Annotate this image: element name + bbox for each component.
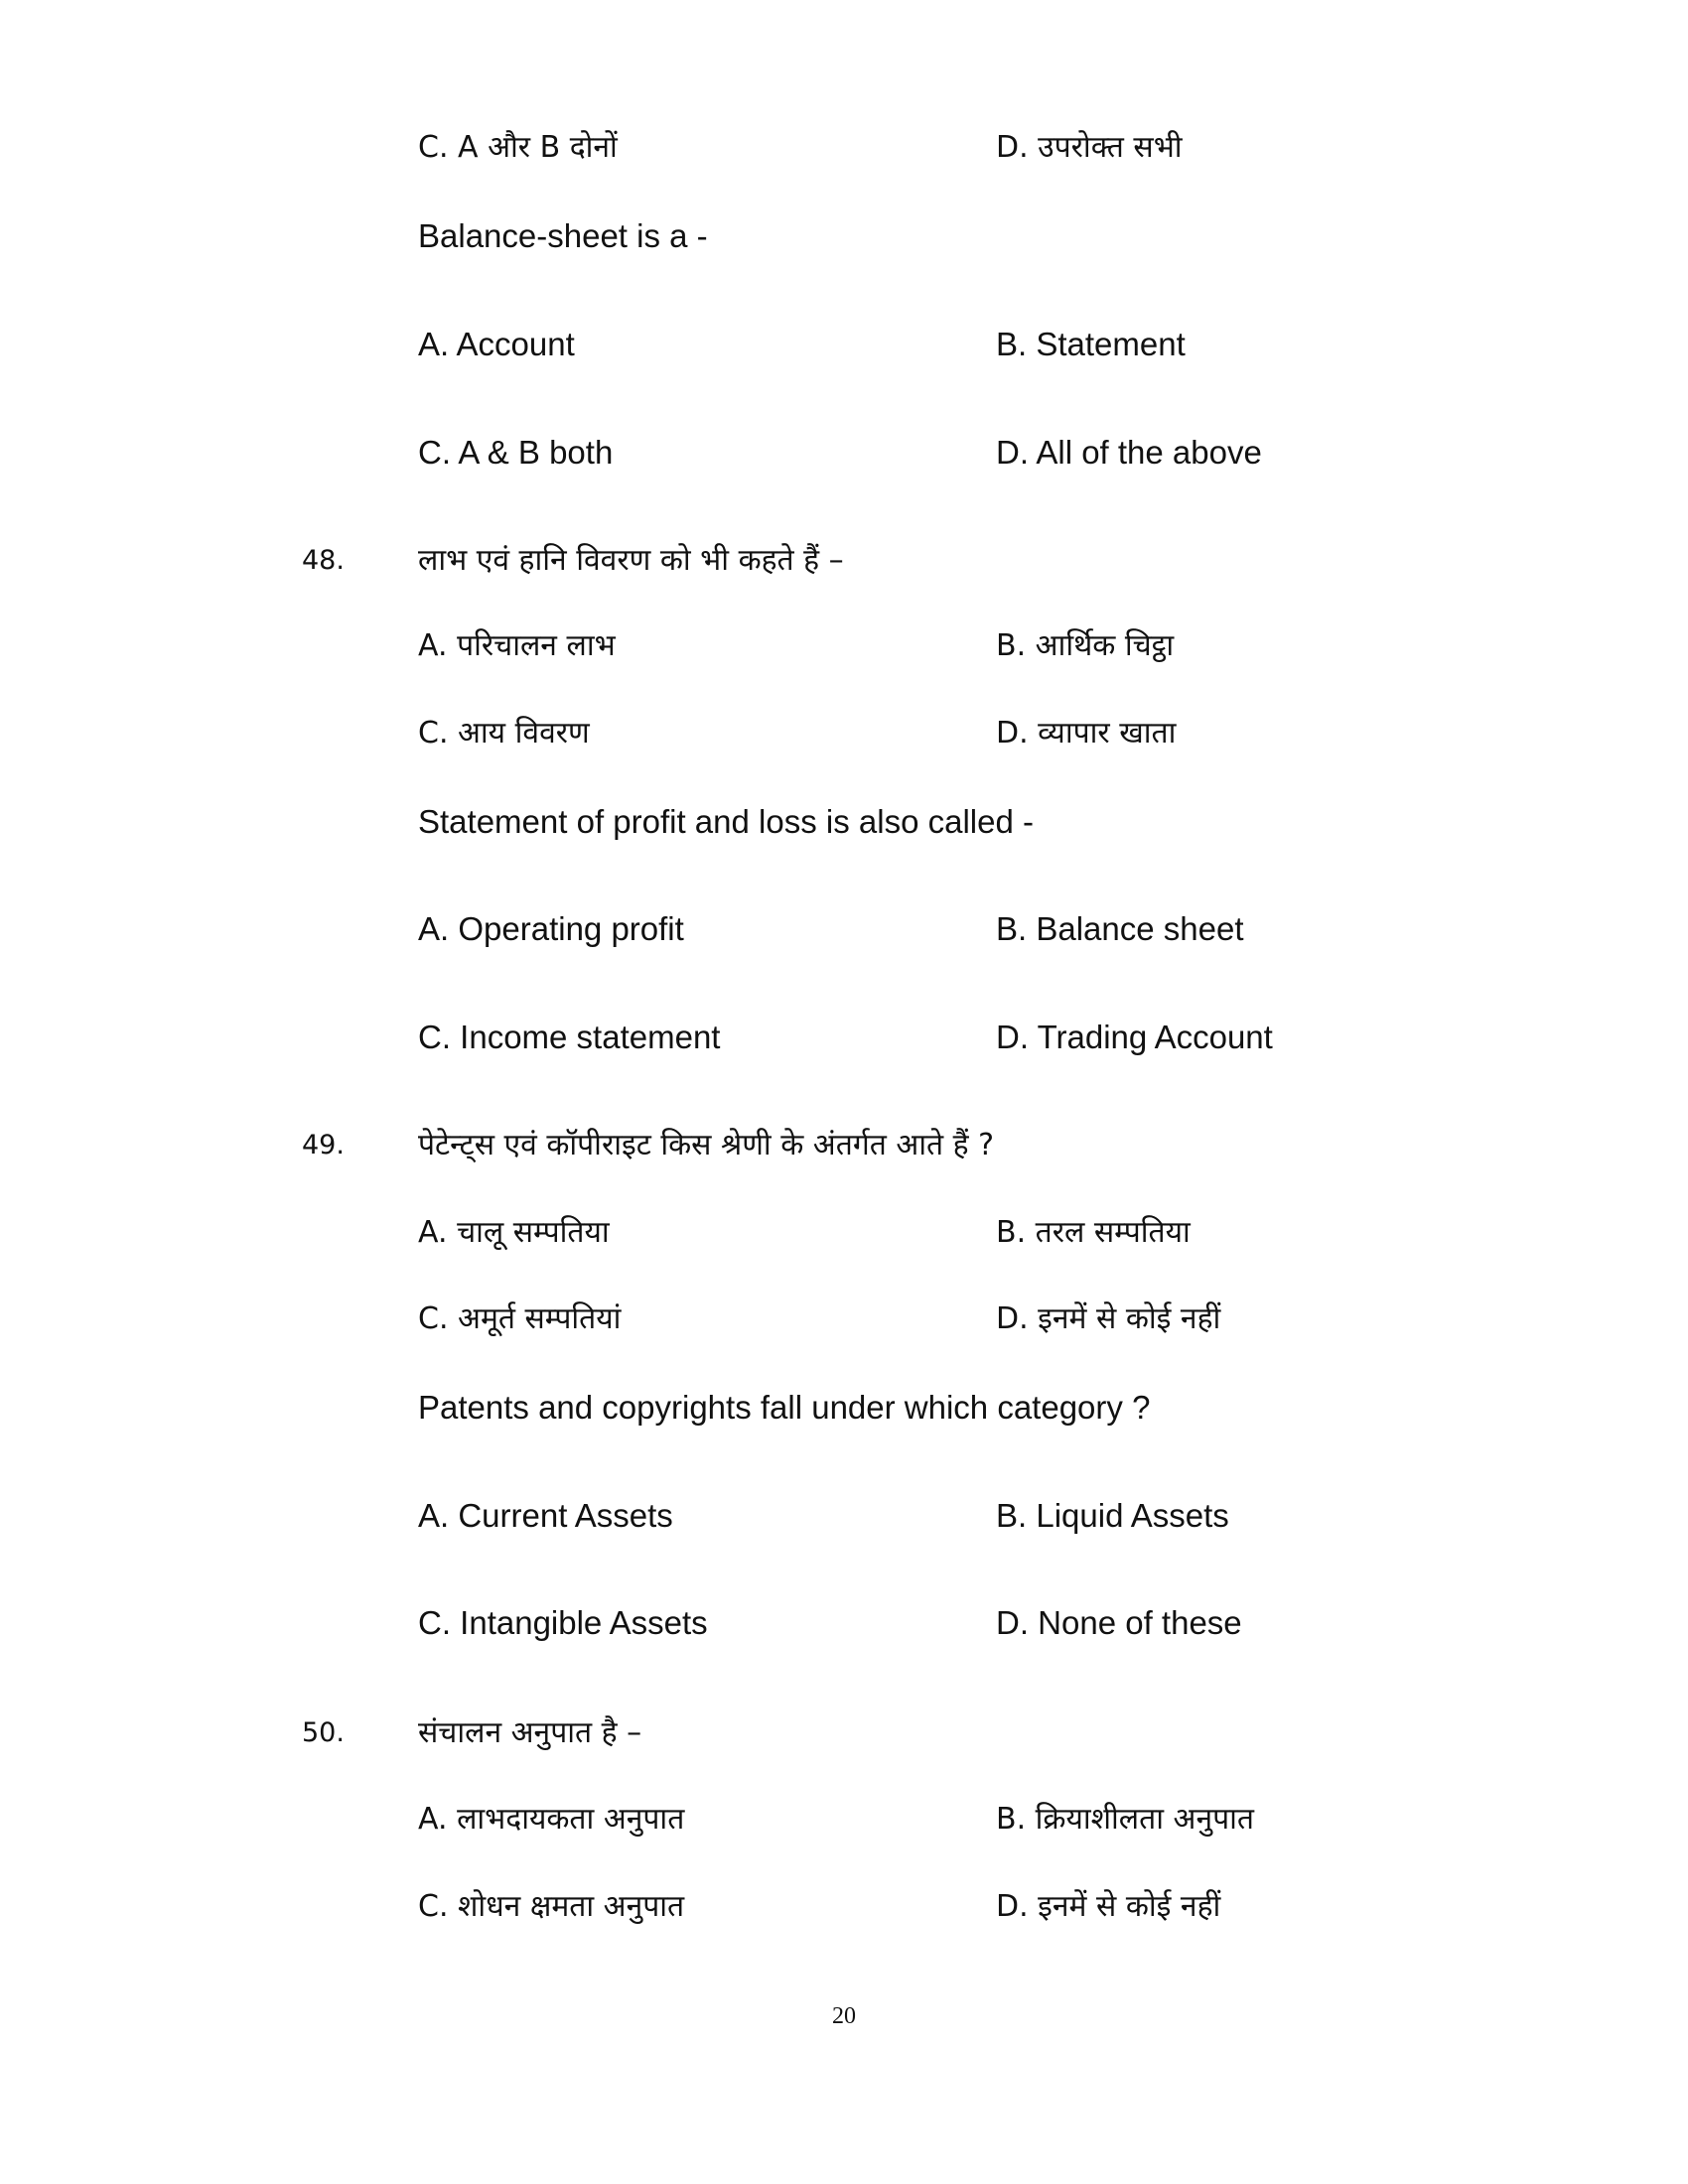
q49-hi-options-ab [0, 1211, 1688, 1255]
option-c: C. शोधन क्षमता अनुपात [418, 1889, 685, 1924]
question-number: 49. [302, 1130, 345, 1160]
q48-en-options-ab [0, 907, 1688, 951]
option-a: A. Account [418, 326, 575, 362]
option-a: A. चालू सम्पतिया [418, 1215, 610, 1250]
q50-hi-options-cd [0, 1885, 1688, 1929]
option-b: B. Liquid Assets [996, 1497, 1229, 1534]
option-c: C. Intangible Assets [418, 1604, 708, 1641]
q48-hi-options-ab [0, 624, 1688, 668]
q49-en-question [0, 1386, 1688, 1430]
option-a: A. Current Assets [418, 1497, 673, 1534]
option-d: D. All of the above [996, 434, 1262, 471]
option-d: D. इनमें से कोई नहीं [996, 1301, 1221, 1336]
q48-hi-options-cd [0, 712, 1688, 755]
option-a: A. लाभदायकता अनुपात [418, 1802, 685, 1837]
question-number: 48. [302, 545, 345, 576]
option-d: D. उपरोक्त सभी [996, 130, 1183, 165]
q48-en-options-cd [0, 1016, 1688, 1059]
q47-en-options-ab [0, 323, 1688, 366]
q48-hi-question [0, 539, 1688, 583]
question-text: Statement of profit and loss is also called - [418, 803, 1034, 840]
option-a: A. परिचालन लाभ [418, 628, 616, 663]
q47-en-options-cd [0, 431, 1688, 475]
q49-en-options-cd [0, 1601, 1688, 1645]
page-number: 20 [832, 2003, 856, 2029]
option-b: B. तरल सम्पतिया [996, 1215, 1191, 1250]
option-d: D. इनमें से कोई नहीं [996, 1889, 1221, 1924]
option-b: B. Balance sheet [996, 910, 1244, 947]
q49-hi-options-cd [0, 1297, 1688, 1341]
option-c: C. A & B both [418, 434, 614, 471]
option-c: C. Income statement [418, 1019, 721, 1055]
q47-en-question [0, 214, 1688, 258]
question-text: लाभ एवं हानि विवरण को भी कहते हैं – [418, 543, 844, 578]
option-b: B. Statement [996, 326, 1186, 362]
option-c: C. अमूर्त सम्पतियां [418, 1301, 622, 1336]
option-b: B. आर्थिक चिट्ठा [996, 628, 1175, 663]
option-d: D. None of these [996, 1604, 1242, 1641]
option-a: A. Operating profit [418, 910, 684, 947]
q50-hi-question [0, 1711, 1688, 1755]
q49-hi-question [0, 1124, 1688, 1167]
question-text: पेटेन्ट्स एवं कॉपीराइट किस श्रेणी के अंतर्गत आते हैं ? [418, 1128, 995, 1162]
q49-en-options-ab [0, 1494, 1688, 1538]
option-b: B. क्रियाशीलता अनुपात [996, 1802, 1255, 1837]
q50-hi-options-ab [0, 1798, 1688, 1842]
question-number: 50. [302, 1717, 345, 1748]
option-d: D. व्यापार खाता [996, 716, 1177, 751]
q47-hi-options-cd [0, 126, 1688, 170]
q48-en-question [0, 800, 1688, 844]
option-c: C. A और B दोनों [418, 130, 618, 165]
option-d: D. Trading Account [996, 1019, 1273, 1055]
question-text: Balance-sheet is a - [418, 217, 708, 254]
option-c: C. आय विवरण [418, 716, 590, 751]
question-text: Patents and copyrights fall under which category ? [418, 1389, 1151, 1426]
question-text: संचालन अनुपात है – [418, 1715, 642, 1750]
